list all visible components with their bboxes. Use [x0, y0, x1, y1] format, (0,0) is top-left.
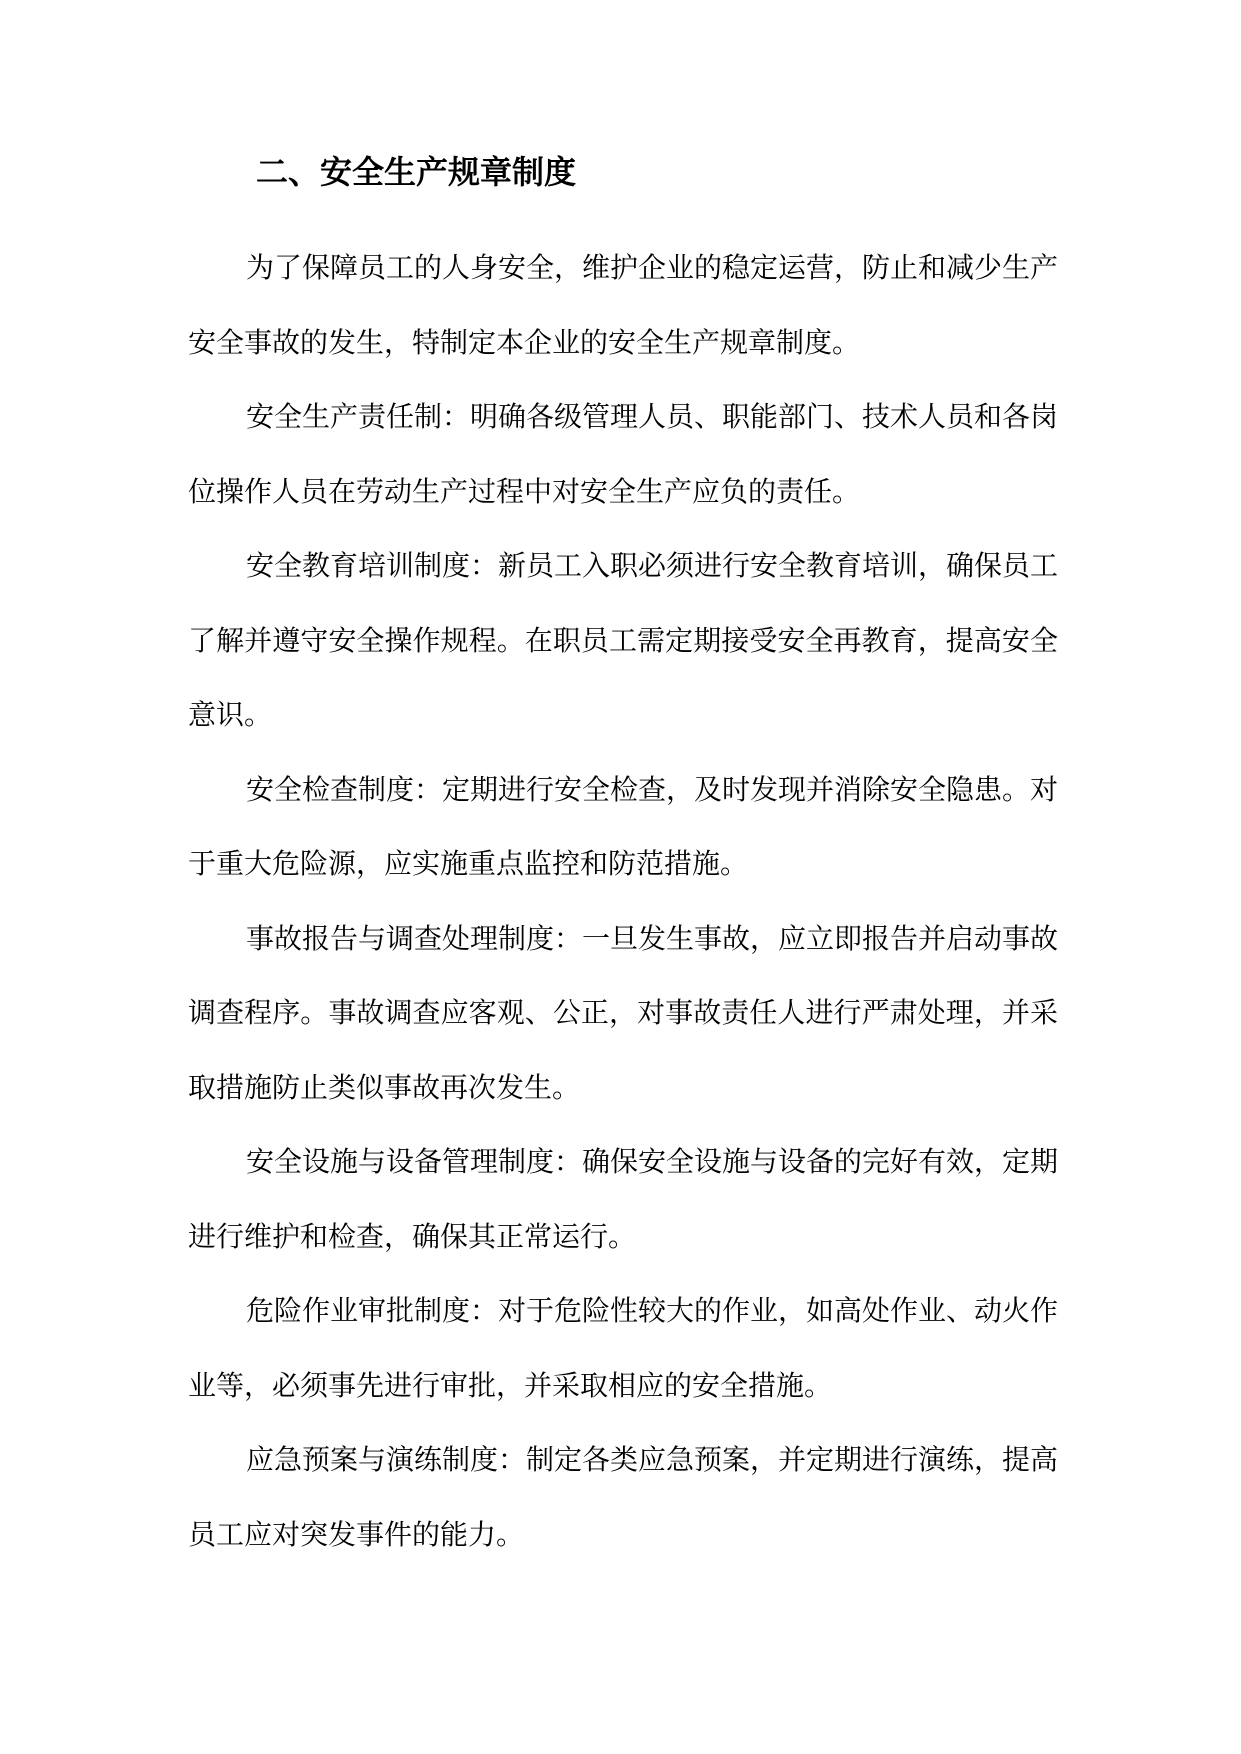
paragraph-equipment-management: 安全设施与设备管理制度：确保安全设施与设备的完好有效，定期进行维护和检查，确保其正常运行。 — [188, 1145, 1059, 1253]
section-heading: 二、安全生产规章制度 — [256, 153, 577, 191]
paragraph-safety-training: 安全教育培训制度：新员工入职必须进行安全教育培训，确保员工了解并遵守安全操作规程。在职员工需定期接受安全再教育，提高安全意识。 — [188, 549, 1059, 731]
paragraph-intro: 为了保障员工的人身安全，维护企业的稳定运营，防止和减少生产安全事故的发生，特制定本企业的安全生产规章制度。 — [188, 251, 1059, 359]
paragraph-emergency-plan: 应急预案与演练制度：制定各类应急预案，并定期进行演练，提高员工应对突发事件的能力。 — [188, 1443, 1059, 1551]
document-body — [188, 231, 1058, 1572]
paragraph-safety-responsibility: 安全生产责任制：明确各级管理人员、职能部门、技术人员和各岗位操作人员在劳动生产过程中对安全生产应负的责任。 — [188, 400, 1059, 508]
paragraph-accident-reporting: 事故报告与调查处理制度：一旦发生事故，应立即报告并启动事故调查程序。事故调查应客观、公正，对事故责任人进行严肃处理，并采取措施防止类似事故再次发生。 — [188, 921, 1059, 1104]
paragraph-safety-inspection: 安全检查制度：定期进行安全检查，及时发现并消除安全隐患。对于重大危险源，应实施重点监控和防范措施。 — [188, 772, 1059, 880]
paragraph-hazardous-work-approval: 危险作业审批制度：对于危险性较大的作业，如高处作业、动火作业等，必须事先进行审批，并采取相应的安全措施。 — [188, 1294, 1059, 1402]
